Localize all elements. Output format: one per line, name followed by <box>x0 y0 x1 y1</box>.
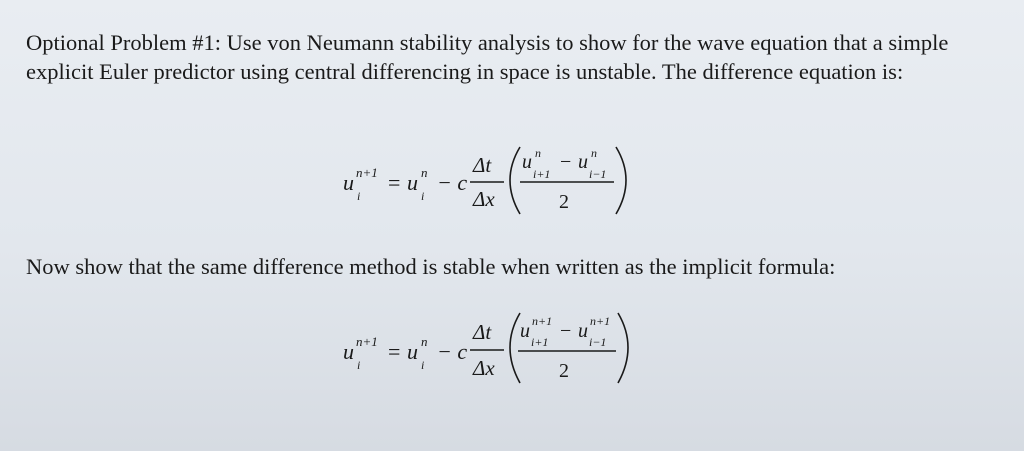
implicit-difference-equation <box>0 307 1024 387</box>
eq2-inner-b-u: u <box>578 320 588 342</box>
eq2-inner-a-sup: n+1 <box>532 314 553 328</box>
eq2-rhs-sub: i <box>421 358 425 372</box>
eq2-inner-minus: − <box>560 320 572 342</box>
eq1-frac-den: Δx <box>473 187 495 211</box>
eq1-inner-a-sub: i+1 <box>533 167 551 181</box>
eq2-frac-den: Δx <box>473 356 495 380</box>
eq1-lhs-sub: i <box>357 189 361 203</box>
eq1-inner-b-sub: i−1 <box>589 167 607 181</box>
eq1-inner-a-sup: n <box>535 146 541 160</box>
eq1-rhs-u: u <box>407 170 418 195</box>
eq2-lhs-sup: n+1 <box>356 334 378 349</box>
problem-statement: Optional Problem #1: Use von Neumann stability analysis to show for the wave equation that a simple explicit Euler predictor using central differencing in space is unstable. The difference equation is: <box>26 30 949 84</box>
explicit-equation-svg <box>0 140 1024 220</box>
eq2-right-paren <box>618 313 628 383</box>
explicit-difference-equation <box>0 140 1024 220</box>
eq1-frac-num: Δt <box>473 153 492 177</box>
eq1-inner-den: 2 <box>559 191 569 213</box>
eq1-lhs-u: u <box>343 170 354 195</box>
implicit-equation-svg <box>0 307 1024 387</box>
eq1-inner-b-sup: n <box>591 146 597 160</box>
eq1-equals: = <box>388 170 401 195</box>
eq1-rhs-sup: n <box>421 165 428 180</box>
eq1-inner-b-u: u <box>578 151 588 173</box>
implicit-instruction: Now show that the same difference method is stable when written as the implicit formula: <box>26 254 836 279</box>
eq2-rhs-u: u <box>407 339 418 364</box>
eq2-inner-a-u: u <box>520 320 530 342</box>
eq2-frac-num: Δt <box>473 320 492 344</box>
eq2-lhs-sub: i <box>357 358 361 372</box>
eq2-inner-a-sub: i+1 <box>531 335 549 349</box>
eq1-lhs-sup: n+1 <box>356 165 378 180</box>
eq1-rhs-sub: i <box>421 189 425 203</box>
eq2-inner-den: 2 <box>559 360 569 382</box>
eq1-left-paren <box>510 147 520 214</box>
eq2-rhs-sup: n <box>421 334 428 349</box>
eq1-inner-minus: − <box>560 151 572 173</box>
eq2-equals: = <box>388 339 401 364</box>
eq2-inner-b-sup: n+1 <box>590 314 611 328</box>
eq2-inner-b-sub: i−1 <box>589 335 607 349</box>
eq2-left-paren <box>510 313 520 383</box>
eq2-minus-c: − c <box>437 339 468 364</box>
eq1-inner-a-u: u <box>522 151 532 173</box>
eq2-lhs-u: u <box>343 339 354 364</box>
eq1-minus-c: − c <box>437 170 468 195</box>
eq1-right-paren <box>616 147 626 214</box>
